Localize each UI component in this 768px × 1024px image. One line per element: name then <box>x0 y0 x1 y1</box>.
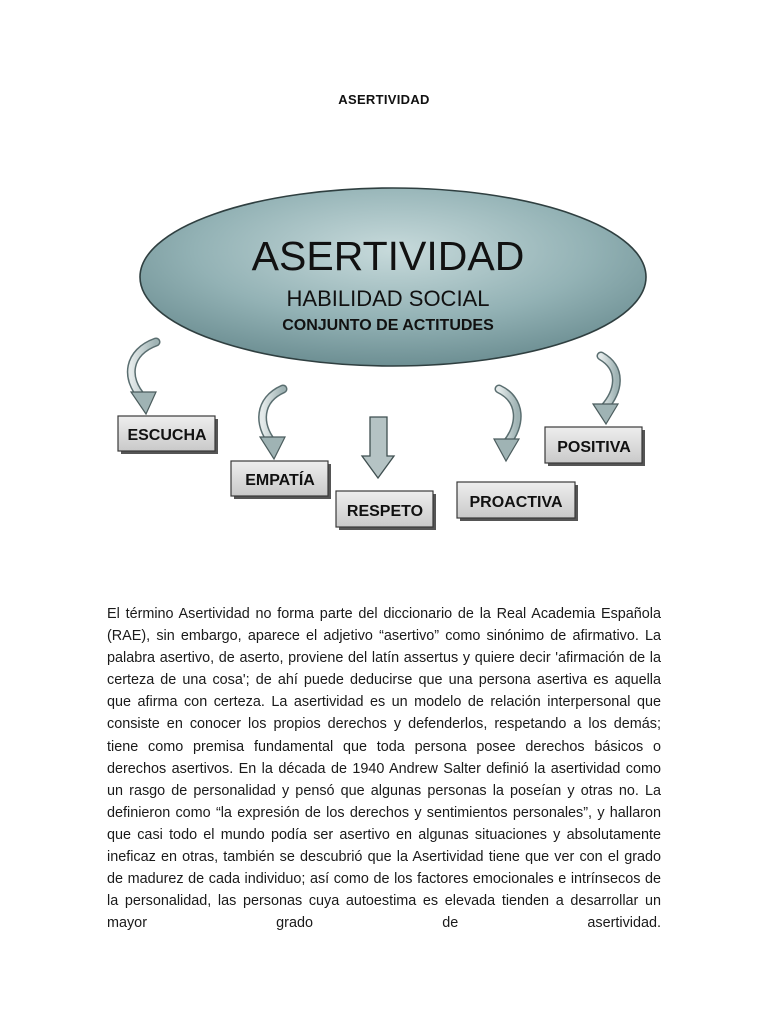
curved-arrow-empatia <box>260 389 285 459</box>
box-label-escucha: ESCUCHA <box>127 427 207 444</box>
document-title: ASERTIVIDAD <box>338 92 430 107</box>
oval-caption: CONJUNTO DE ACTITUDES <box>282 317 494 334</box>
curved-arrow-escucha <box>131 342 156 414</box>
curved-arrow-positiva <box>593 356 618 424</box>
oval-title: ASERTIVIDAD <box>251 233 525 279</box>
down-arrow-respeto <box>362 417 394 478</box>
box-label-empatia: EMPATÍA <box>245 472 315 489</box>
oval-subtitle: HABILIDAD SOCIAL <box>286 286 490 311</box>
box-empatia <box>231 461 331 499</box>
box-positiva <box>545 427 645 466</box>
box-label-respeto: RESPETO <box>346 503 424 520</box>
box-proactiva <box>457 482 578 521</box>
box-label-positiva: POSITIVA <box>557 439 631 456</box>
curved-arrow-proactiva <box>494 389 519 461</box>
box-label-proactiva: PROACTIVA <box>469 494 563 511</box>
body-paragraph: El término Asertividad no forma parte del diccionario de la Real Academia Española (RAE), sin embargo, aparece el adjetivo “asertivo” como sinónimo de afirmativo. La palabra asertivo, de aserto, proviene del latín assertus y quiere decir 'afirmación de la certeza de una cosa'; de ahí puede deducirse que una persona asertiva es aquella que afirma con certeza. La asertividad es un modelo de relación interpersonal que consiste en conocer los propios derechos y defenderlos, respetando a los demás; tiene como premisa fundamental que toda persona posee derechos básicos o derechos asertivos. En la década de 1940 Andrew Salter definió la asertividad como un rasgo de personalidad y pensó que algunas personas la poseían y otras no. La definieron como “la expresión de los derechos y sentimientos personales”, y hallaron que casi todo el mundo podía ser asertivo en algunas situaciones y absolutamente ineficaz en otras, también se descubrió que la Asertividad tiene que ver con el grado de madurez de cada individuo; así como de los factores emocionales e intrínsecos de la personalidad, las personas cuya autoestima es elevada tienden a desarrollar un mayor grado de asertividad. <box>107 606 661 932</box>
box-respeto <box>336 491 436 530</box>
box-escucha <box>118 416 218 454</box>
